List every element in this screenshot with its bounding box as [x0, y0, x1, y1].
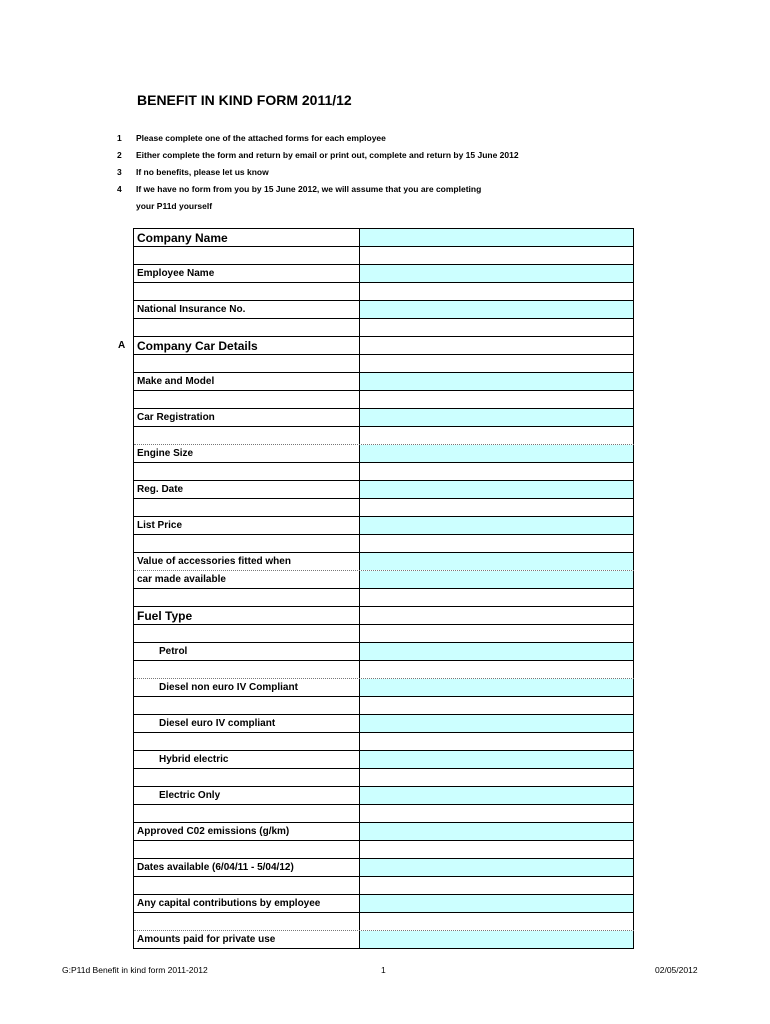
accessories-field-cont[interactable] [360, 571, 634, 588]
spacer-row [134, 661, 634, 679]
car-registration-label: Car Registration [134, 409, 360, 426]
accessories-field[interactable] [360, 553, 634, 570]
form-row-capital-contributions [134, 895, 634, 913]
diesel-non-euro-label: Diesel non euro IV Compliant [134, 679, 360, 696]
electric-label: Electric Only [134, 787, 360, 804]
page-title: BENEFIT IN KIND FORM 2011/12 [137, 92, 352, 108]
spacer-row [134, 535, 634, 553]
instruction-item [117, 163, 677, 180]
diesel-non-euro-field[interactable] [360, 679, 634, 696]
benefit-form-table [118, 228, 634, 949]
company-name-label: Company Name [134, 229, 360, 246]
form-row-amounts-paid [134, 931, 634, 949]
form-row-list-price [134, 517, 634, 535]
reg-date-label: Reg. Date [134, 481, 360, 498]
instruction-text: If no benefits, please let us know [136, 166, 269, 177]
spacer-row [134, 877, 634, 895]
footer-file-path: G:P11d Benefit in kind form 2011-2012 [62, 965, 208, 975]
instructions-list [117, 129, 677, 214]
list-price-field[interactable] [360, 517, 634, 534]
instruction-text: your P11d yourself [136, 200, 213, 211]
accessories-label-line2: car made available [134, 571, 360, 588]
instruction-number: 2 [117, 149, 122, 160]
employee-name-label: Employee Name [134, 265, 360, 282]
accessories-label-line1: Value of accessories fitted when [134, 553, 360, 570]
instruction-item [117, 146, 677, 163]
employee-name-field[interactable] [360, 265, 634, 282]
company-name-field[interactable] [360, 229, 634, 246]
spacer-row [134, 733, 634, 751]
dates-available-label: Dates available (6/04/11 - 5/04/12) [134, 859, 360, 876]
list-price-label: List Price [134, 517, 360, 534]
car-registration-field[interactable] [360, 409, 634, 426]
section-a-marker: A [118, 340, 126, 351]
spacer-row [134, 283, 634, 301]
form-row-petrol [134, 643, 634, 661]
footer-date: 02/05/2012 [655, 965, 698, 975]
instruction-number: 1 [117, 132, 122, 143]
engine-size-label: Engine Size [134, 445, 360, 462]
spacer-row [134, 355, 634, 373]
form-row-company-car-details [118, 337, 634, 355]
form-row-ni-number [134, 301, 634, 319]
form-row-accessories [134, 553, 634, 571]
ni-number-label: National Insurance No. [134, 301, 360, 318]
spacer-row [134, 427, 634, 445]
instruction-text: If we have no form from you by 15 June 2012, we will assume that you are completing [136, 183, 482, 194]
form-row-company-name [134, 228, 634, 247]
ni-number-field[interactable] [360, 301, 634, 318]
electric-field[interactable] [360, 787, 634, 804]
form-row-dates-available [134, 859, 634, 877]
diesel-euro-label: Diesel euro IV compliant [134, 715, 360, 732]
spacer-row [134, 319, 634, 337]
form-row-engine-size [134, 445, 634, 463]
instruction-number: 3 [117, 166, 122, 177]
instruction-item [117, 197, 677, 214]
form-row-diesel-non-euro [134, 679, 634, 697]
spacer-row [134, 913, 634, 931]
form-row-electric [134, 787, 634, 805]
hybrid-label: Hybrid electric [134, 751, 360, 768]
fuel-type-heading: Fuel Type [134, 607, 360, 624]
form-row-fuel-type [134, 607, 634, 625]
form-row-diesel-euro [134, 715, 634, 733]
spacer-row [134, 841, 634, 859]
form-row-accessories-cont [134, 571, 634, 589]
spacer-row [134, 697, 634, 715]
spacer-row [134, 499, 634, 517]
hybrid-field[interactable] [360, 751, 634, 768]
spacer-row [134, 463, 634, 481]
reg-date-field[interactable] [360, 481, 634, 498]
instruction-item [117, 129, 677, 146]
spacer-row [134, 769, 634, 787]
spacer-row [134, 625, 634, 643]
make-model-field[interactable] [360, 373, 634, 390]
instruction-number: 4 [117, 183, 122, 194]
co2-label: Approved C02 emissions (g/km) [134, 823, 360, 840]
instruction-text: Please complete one of the attached forms for each employee [136, 132, 386, 143]
petrol-label: Petrol [134, 643, 360, 660]
spacer-row [134, 589, 634, 607]
instruction-text: Either complete the form and return by email or print out, complete and return by 15 June 2012 [136, 149, 519, 160]
form-row-reg-date [134, 481, 634, 499]
instruction-item [117, 180, 677, 197]
spacer-row [134, 805, 634, 823]
form-row-hybrid [134, 751, 634, 769]
company-car-details-heading: Company Car Details [134, 337, 360, 354]
capital-contributions-field[interactable] [360, 895, 634, 912]
amounts-paid-label: Amounts paid for private use [134, 931, 360, 948]
form-row-car-registration [134, 409, 634, 427]
spacer-row [134, 247, 634, 265]
spacer-row [134, 391, 634, 409]
dates-available-field[interactable] [360, 859, 634, 876]
capital-contributions-label: Any capital contributions by employee [134, 895, 360, 912]
make-model-label: Make and Model [134, 373, 360, 390]
diesel-euro-field[interactable] [360, 715, 634, 732]
footer-page-number: 1 [381, 965, 386, 975]
form-row-co2 [134, 823, 634, 841]
amounts-paid-field[interactable] [360, 931, 634, 948]
form-row-employee-name [134, 265, 634, 283]
form-row-make-model [134, 373, 634, 391]
engine-size-field[interactable] [360, 445, 634, 462]
petrol-field[interactable] [360, 643, 634, 660]
co2-field[interactable] [360, 823, 634, 840]
